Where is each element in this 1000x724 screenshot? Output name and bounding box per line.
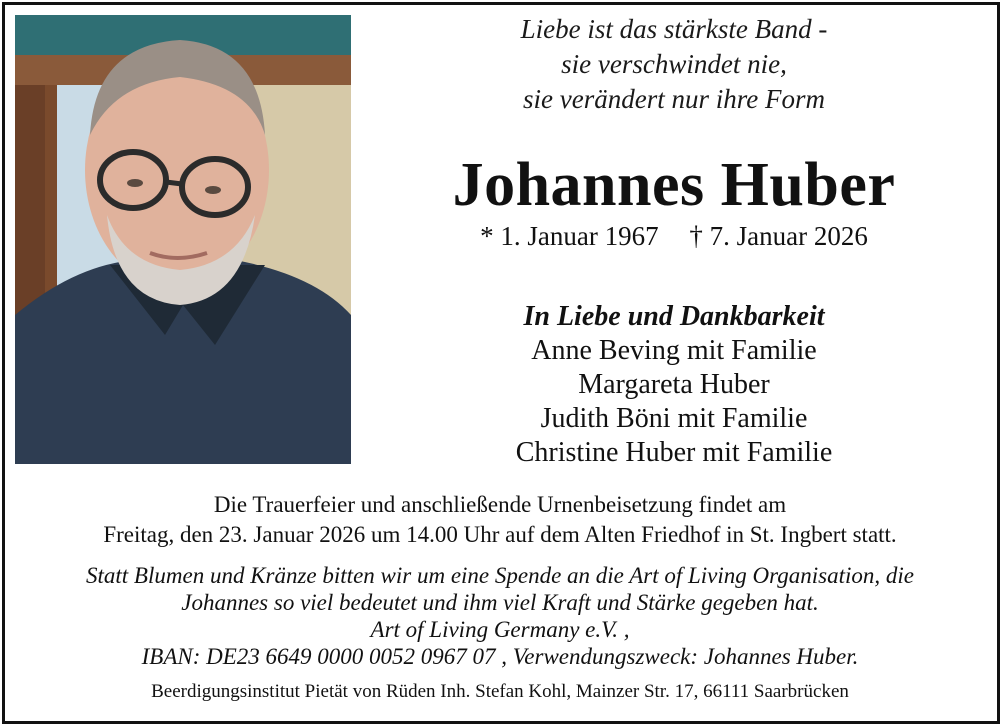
- mourner-name: Christine Huber mit Familie: [515, 437, 833, 468]
- mourner-name: Margareta Huber: [578, 369, 770, 400]
- undertaker-info: Beerdigungsinstitut Pietät von Rüden Inh. Stefan Kohl, Mainzer Str. 17, 66111 Saarbrücken: [151, 681, 849, 702]
- death-date: † 7. Januar 2026: [689, 221, 868, 251]
- funeral-announcement: [20, 490, 980, 550]
- funeral-line: Freitag, den 23. Januar 2026 um 14.00 Uhr auf dem Alten Friedhof in St. Ingbert statt.: [103, 522, 897, 547]
- quote-line: sie verändert nur ihre Form: [523, 84, 825, 114]
- deceased-name: Johannes Huber: [452, 151, 896, 219]
- donation-line: Johannes so viel bedeutet und ihm viel Kraft und Stärke gegeben hat.: [181, 590, 819, 615]
- portrait-photo: [15, 15, 351, 464]
- donation-line: Art of Living Germany e.V. ,: [370, 617, 630, 642]
- memorial-quote: [400, 12, 948, 117]
- mourner-name: Judith Böni mit Familie: [540, 403, 808, 434]
- donation-line: IBAN: DE23 6649 0000 0052 0967 07 , Verwendungszweck: Johannes Huber.: [141, 644, 859, 669]
- mourner-name: Anne Beving mit Familie: [531, 335, 817, 366]
- donation-request: [20, 562, 980, 670]
- life-dates: [380, 219, 968, 253]
- donation-line: Statt Blumen und Kränze bitten wir um eine Spende an die Art of Living Organisation, die: [86, 563, 914, 588]
- quote-line: Liebe ist das stärkste Band -: [520, 14, 828, 44]
- mourners-block: [400, 300, 948, 470]
- funeral-line: Die Trauerfeier und anschließende Urnenbeisetzung findet am: [213, 492, 787, 517]
- mourners-heading: In Liebe und Dankbarkeit: [523, 301, 825, 332]
- birth-date: * 1. Januar 1967: [480, 221, 659, 251]
- quote-line: sie verschwindet nie,: [561, 49, 787, 79]
